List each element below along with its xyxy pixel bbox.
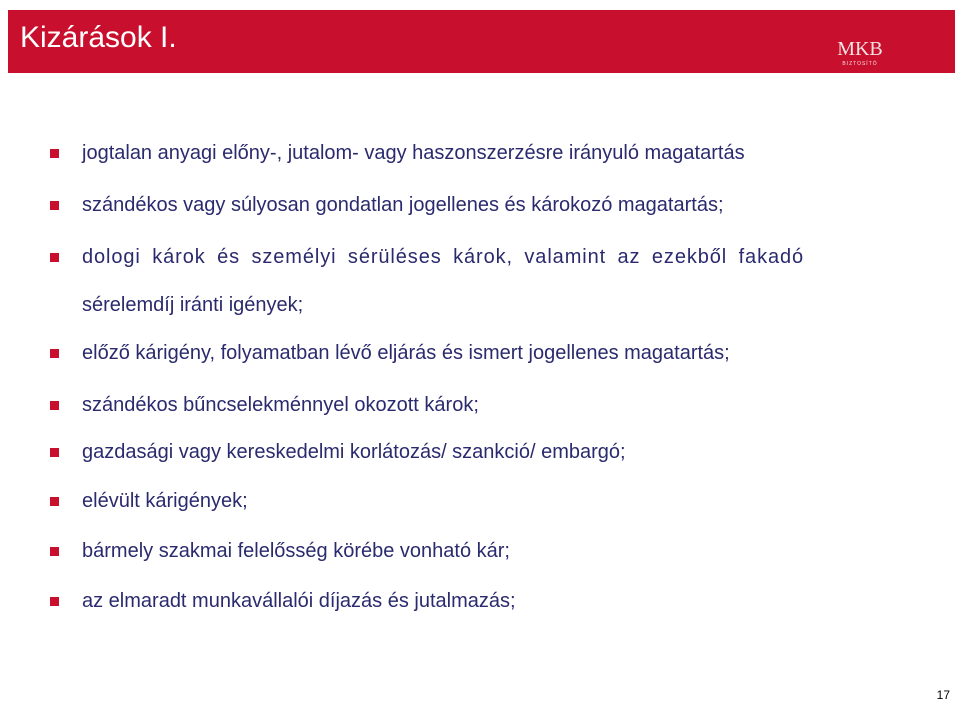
square-bullet-icon <box>50 401 59 410</box>
logo-subtext: BIZTOSÍTÓ <box>842 61 878 67</box>
square-bullet-icon <box>50 497 59 506</box>
slide-title: Kizárások I. <box>20 21 177 54</box>
square-bullet-icon <box>50 201 59 210</box>
square-bullet-icon <box>50 547 59 556</box>
list-item-text: szándékos vagy súlyosan gondatlan jogellenes és károkozó magatartás; <box>82 194 724 216</box>
list-item-continuation: sérelemdíj iránti igények; <box>82 294 304 316</box>
square-bullet-icon <box>50 149 59 158</box>
list-item-text: jogtalan anyagi előny-, jutalom- vagy haszonszerzésre irányuló magatartás <box>82 142 745 164</box>
list-item-text: dologi károk és személyi sérüléses károk, valamint az ezekből fakadó <box>82 246 805 268</box>
list-item-text: gazdasági vagy kereskedelmi korlátozás/ szankció/ embargó; <box>82 441 626 463</box>
square-bullet-icon <box>50 597 59 606</box>
list-item-text: szándékos bűncselekménnyel okozott károk; <box>82 394 479 416</box>
list-item-text: elévült kárigények; <box>82 490 248 512</box>
list-item-text: az elmaradt munkavállalói díjazás és jutalmazás; <box>82 590 516 612</box>
square-bullet-icon <box>50 448 59 457</box>
list-item-text: bármely szakmai felelősség körébe vonható kár; <box>82 540 510 562</box>
list-item-text: előző kárigény, folyamatban lévő eljárás és ismert jogellenes magatartás; <box>82 342 730 364</box>
page-number: 17 <box>936 688 950 702</box>
logo-text: MKB <box>837 38 883 60</box>
square-bullet-icon <box>50 349 59 358</box>
square-bullet-icon <box>50 253 59 262</box>
